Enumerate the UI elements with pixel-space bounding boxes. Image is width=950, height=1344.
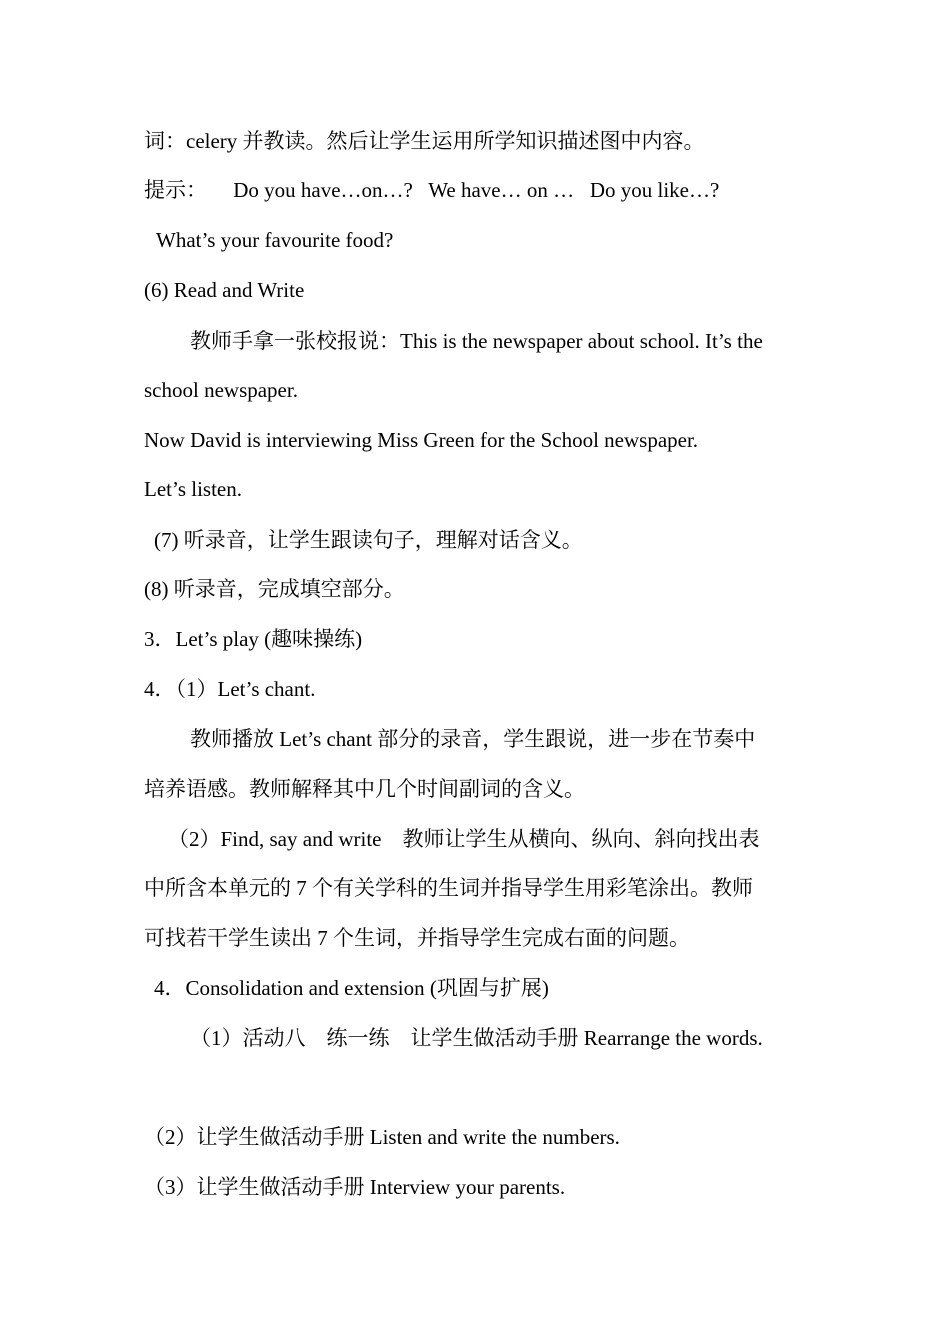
text-line: 提示： Do you have…on…? We have… on … Do you like…? [144,178,720,202]
text-line: （3）让学生做活动手册 Interview your parents. [144,1175,566,1199]
text-line: (7) 听录音，让学生跟读句子，理解对话含义。 [154,528,583,552]
section-heading: 3．Let’s play (趣味操练) [144,627,363,651]
section-heading: 4．（1）Let’s chant. [144,677,316,701]
text-line: 培养语感。教师解释其中几个时间副词的含义。 [144,777,585,801]
text-line: 词：celery 并教读。然后让学生运用所学知识描述图中内容。 [144,129,705,153]
text-line: Now David is interviewing Miss Green for the School newspaper. [144,428,699,452]
text-line: (8) 听录音，完成填空部分。 [144,577,405,601]
text-line: （2）Find, say and write 教师让学生从横向、纵向、斜向找出表 [168,827,760,851]
text-line: What’s your favourite food? [156,228,394,252]
text-line: 教师手拿一张校报说：This is the newspaper about school. It’s the [190,329,763,353]
text-line: （2）让学生做活动手册 Listen and write the numbers. [144,1125,620,1149]
text-line: Let’s listen. [144,477,242,501]
text-line: school newspaper. [144,378,298,402]
text-line: 教师播放 Let’s chant 部分的录音，学生跟说，进一步在节奏中 [190,727,756,751]
section-heading: 4．Consolidation and extension (巩固与扩展) [154,976,549,1000]
text-line: （1）活动八 练一练 让学生做活动手册 Rearrange the words. [190,1026,763,1050]
text-line: 可找若干学生读出 7 个生词，并指导学生完成右面的问题。 [144,926,690,950]
text-line: 中所含本单元的 7 个有关学科的生词并指导学生用彩笔涂出。教师 [144,876,753,900]
section-heading: (6) Read and Write [144,278,305,302]
